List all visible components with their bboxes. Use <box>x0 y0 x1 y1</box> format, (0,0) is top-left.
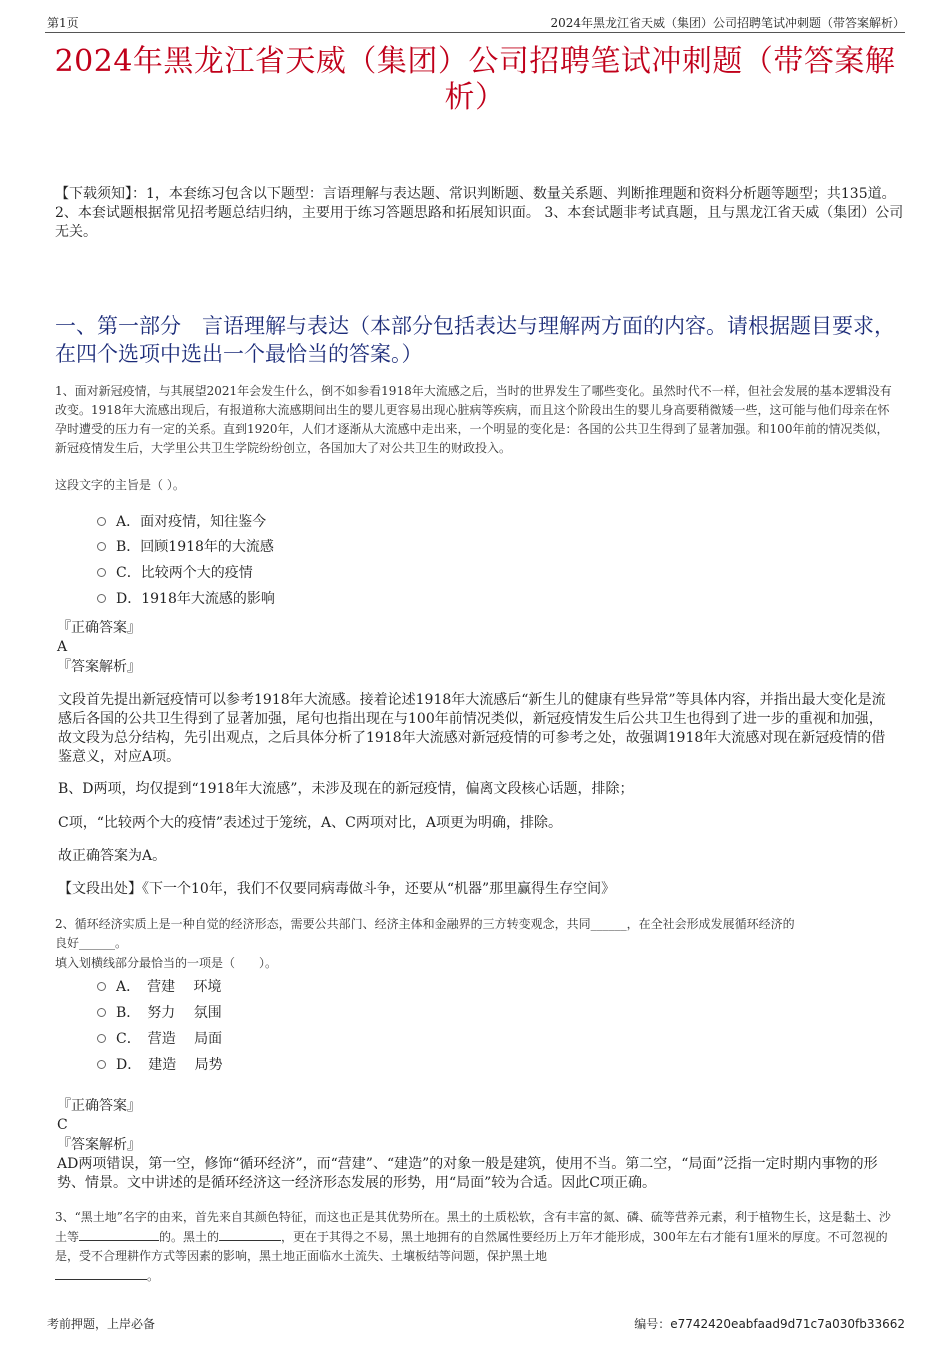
q2-analysis: AD两项错误，第一空，修饰“循环经济”，而“营建”、“建造”的对象一般是建筑，使用不当。第二空，“局面”泛指一定时期内事物的形势、情景。文中讲述的是循环经济这一经济形态发展的形势，用“局面”较为合适。因此C项正确。 <box>57 1156 878 1191</box>
q1-option-b[interactable] <box>97 538 274 556</box>
q3-blank-2[interactable] <box>219 1227 281 1241</box>
q2-blank-1: ______ <box>590 917 627 931</box>
q2-analysis-label: 『答案解析』 <box>57 1137 141 1153</box>
q1-option-a[interactable] <box>97 513 266 531</box>
radio-icon[interactable] <box>97 594 106 603</box>
q3-part1: 3、“黑土地”名字的由来，首先来自其颜色特征，而这也正是其优势所在。黑土的土质松软，含有丰富的氮、磷、硫等营养元素，利于植物生长，这是黏土、沙土等 <box>55 1210 891 1244</box>
q1-answer: A <box>57 639 68 655</box>
q1-analysis-p2: B、D两项，均仅提到“1918年大流感”，未涉及现在的新冠疫情，偏离文段核心话题，排除； <box>58 781 634 797</box>
q2-option-c[interactable] <box>97 1030 222 1048</box>
radio-icon[interactable] <box>97 568 106 577</box>
q1-option-c-label: C．比较两个大的疫情 <box>116 565 253 581</box>
q2-option-a-label: A． 营建 环境 <box>116 979 222 995</box>
q1-option-d-label: D．1918年大流感的影响 <box>116 591 275 607</box>
q2-stem-part2: ，在全社会形成发展循环经济的 <box>626 917 795 931</box>
q1-analysis-p4: 故正确答案为A。 <box>58 848 167 864</box>
radio-icon[interactable] <box>97 1034 106 1043</box>
q3-part3: ，更在于其得之不易，黑土地拥有的自然属性要经历上万年才能形成，300年左右才能有1厘米的厚度。不可忽视的是，受不合理耕作方式等因素的影响，黑土地正面临水土流失、土壤板结等问题，保护黑土地 <box>55 1230 888 1263</box>
footer-code <box>634 1315 905 1332</box>
question-2-prompt: 填入划横线部分最恰当的一项是（ ）。 <box>55 956 278 970</box>
page-title-line1: 2024年黑龙江省天威（集团）公司招聘笔试冲刺题（带答案解 <box>54 44 896 79</box>
q1-option-a-label: A．面对疫情，知往鉴今 <box>116 514 267 530</box>
q1-option-d[interactable] <box>97 590 275 608</box>
page-title <box>40 44 910 116</box>
question-1-prompt: 这段文字的主旨是（ ）。 <box>55 478 185 492</box>
q1-analysis-label: 『答案解析』 <box>57 659 141 675</box>
page-number: 第1页 <box>47 16 79 30</box>
q3-blank-1[interactable] <box>79 1227 159 1241</box>
footer-slogan: 考前押题，上岸必备 <box>47 1317 156 1331</box>
q2-option-a[interactable] <box>97 978 222 996</box>
radio-icon[interactable] <box>97 517 106 526</box>
q1-option-c[interactable] <box>97 564 253 582</box>
q1-analysis-p3: C项，“比较两个大的疫情”表述过于笼统，A、C两项对比，A项更为明确，排除。 <box>58 815 562 831</box>
header-divider <box>45 32 905 33</box>
radio-icon[interactable] <box>97 982 106 991</box>
q3-part4: 。 <box>147 1269 160 1283</box>
footer-code-label: 编号： <box>634 1317 671 1331</box>
download-notice: 【下载须知】：1，本套练习包含以下题型：言语理解与表达题、常识判断题、数量关系题、判断推理题和资料分析题等题型；共135道。 2、本套试题根据常见招考题总结归纳，主要用于练习答题思路和拓展知识面。 3、本套试题非考试真题，且与黑龙江省天威（集团）公司无关。 <box>55 186 904 240</box>
q2-option-d[interactable] <box>97 1056 223 1074</box>
q1-source: 【文段出处】《下一个10年，我们不仅要同病毒做斗争，还要从“机器”那里赢得生存空间》 <box>58 881 616 897</box>
radio-icon[interactable] <box>97 1008 106 1017</box>
q2-stem-part4: 。 <box>115 936 128 950</box>
page-title-line2: 析） <box>444 80 506 115</box>
q2-answer-label: 『正确答案』 <box>57 1098 141 1114</box>
section-title: 一、第一部分 言语理解与表达（本部分包括表达与理解两方面的内容。请根据题目要求，在四个选项中选出一个最恰当的答案。） <box>55 314 895 366</box>
q1-analysis-p1: 文段首先提出新冠疫情可以参考1918年大流感。接着论述1918年大流感后“新生儿的健康有些异常”等具体内容，并指出最大变化是流感后各国的公共卫生得到了显著加强，尾句也指出现在与100年前情况类似，新冠疫情发生后公共卫生也得到了进一步的重视和加强，故文段为总分结构，先引出观点，之后具体分析了1918年大流感对新冠疫情的可参考之处，故强调1918年大流感对现在新冠疫情的借鉴意义，对应A项。 <box>58 692 886 765</box>
question-1-stem: 1、面对新冠疫情，与其展望2021年会发生什么，倒不如参看1918年大流感之后，当时的世界发生了哪些变化。虽然时代不一样，但社会发展的基本逻辑没有改变。1918年大流感出现后，有报道称大流感期间出生的婴儿更容易出现心脏病等疾病，而且这个阶段出生的婴儿身高要稍微矮一些，这可能与他们母亲在怀孕时遭受的压力有一定的关系。直到1920年，人们才逐渐从大流感中走出来，一个明显的变化是：各国的公共卫生得到了显著加强。和100年前的情况类似，新冠疫情发生后，大学里公共卫生学院纷纷创立，各国加大了对公共卫生的财政投入。 <box>55 384 892 455</box>
running-header-title: 2024年黑龙江省天威（集团）公司招聘笔试冲刺题（带答案解析） <box>550 16 905 30</box>
question-3-stem <box>55 1208 893 1286</box>
q2-blank-2: ______ <box>79 936 116 950</box>
radio-icon[interactable] <box>97 542 106 551</box>
q2-option-b-label: B． 努力 氛围 <box>116 1005 222 1021</box>
q3-part2: 的。黑土的 <box>159 1230 220 1244</box>
q2-option-d-label: D． 建造 局势 <box>116 1057 223 1073</box>
q1-answer-label: 『正确答案』 <box>57 620 141 636</box>
q2-stem-part3: 良好 <box>55 936 80 950</box>
q1-option-b-label: B．回顾1918年的大流感 <box>116 539 274 555</box>
radio-icon[interactable] <box>97 1060 106 1069</box>
q2-option-b[interactable] <box>97 1004 222 1022</box>
q2-option-c-label: C． 营造 局面 <box>116 1031 223 1047</box>
q2-answer: C <box>57 1117 68 1133</box>
question-2-stem <box>55 915 893 953</box>
q3-blank-3[interactable] <box>55 1266 147 1280</box>
q2-stem-part1: 2、循环经济实质上是一种自觉的经济形态，需要公共部门、经济主体和金融界的三方转变观念，共同 <box>55 917 591 931</box>
footer-code-value: e7742420eabfaad9d71c7a030fb33662 <box>670 1317 905 1331</box>
